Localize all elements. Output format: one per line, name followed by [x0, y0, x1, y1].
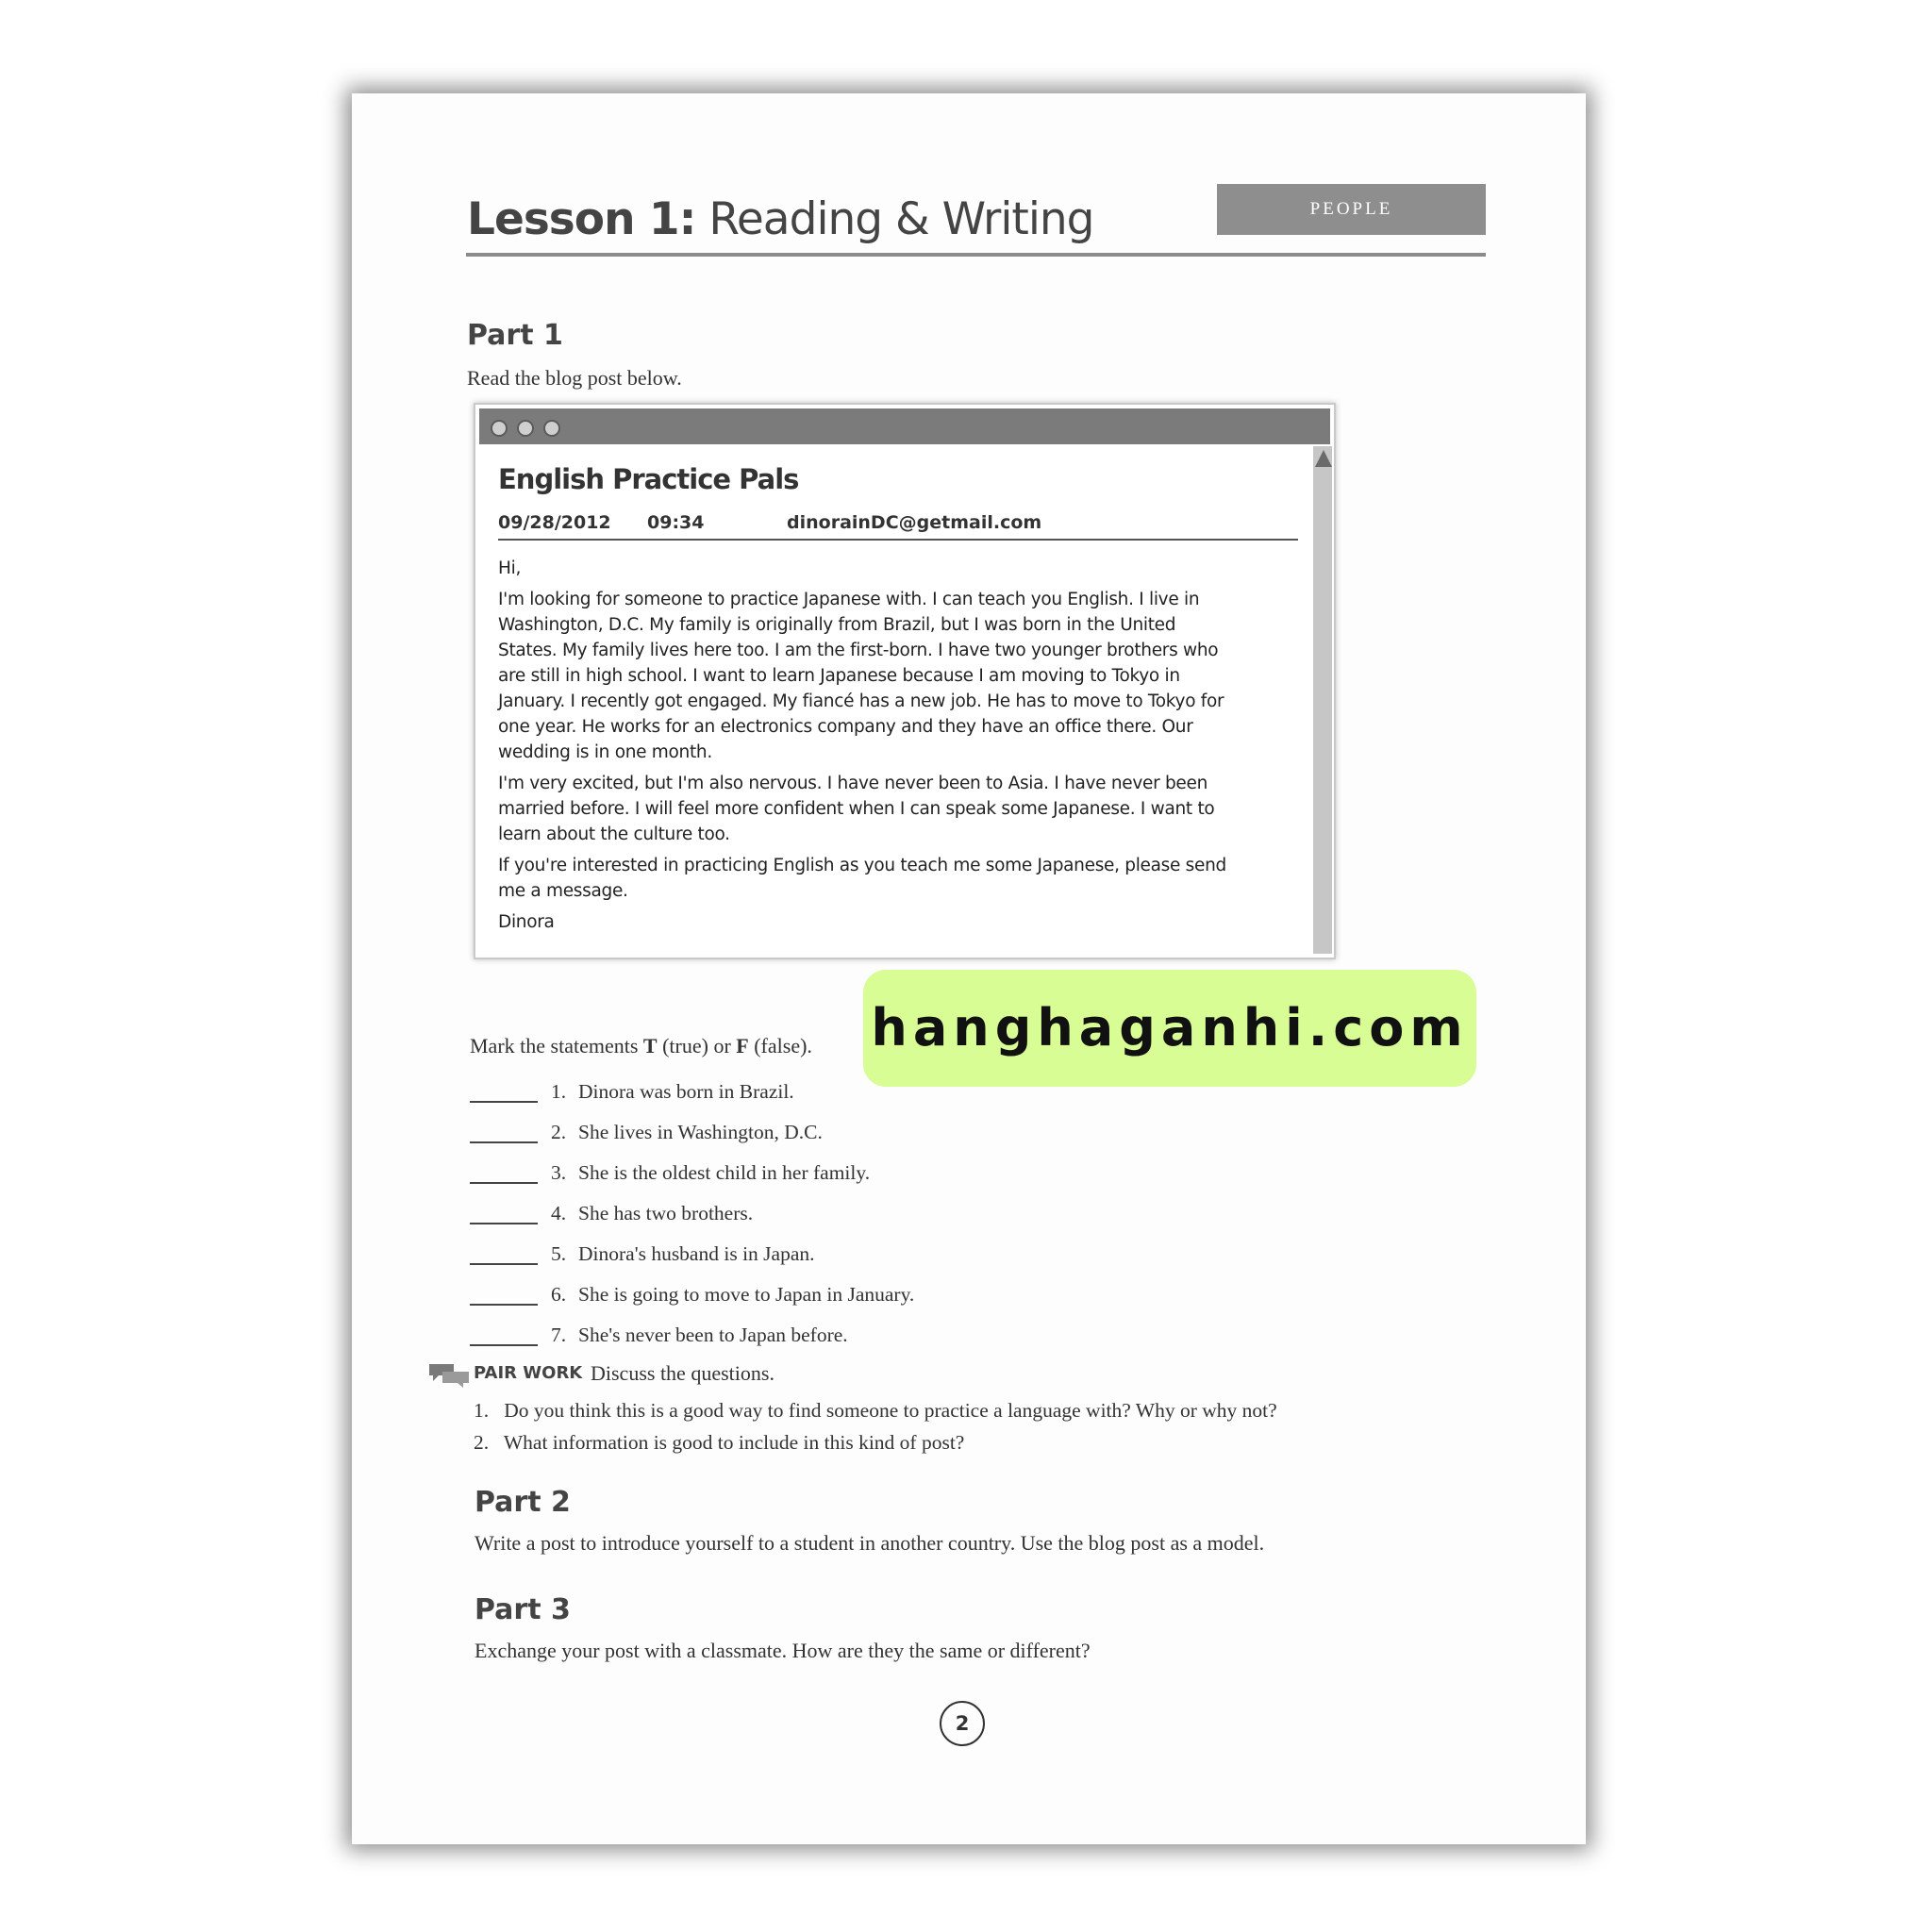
scroll-up-arrow-icon[interactable] — [1315, 450, 1332, 467]
lesson-subtitle: Reading & Writing — [708, 193, 1094, 245]
part1-heading: Part 1 — [467, 319, 563, 352]
window-titlebar — [479, 408, 1330, 444]
scrollbar[interactable] — [1313, 446, 1332, 954]
tf-instruction-text: Mark the statements — [470, 1034, 643, 1058]
blog-paragraph: I'm very excited, but I'm also nervous. I have never been to Asia. I have never been married before. I will feel more confident when I can speak some Japanese. I want to learn about the culture too. — [498, 774, 1215, 844]
window-minimize-icon[interactable] — [517, 420, 534, 437]
workbook-page — [352, 93, 1586, 1844]
tf-item — [470, 1202, 1319, 1230]
tf-false-letter: F — [736, 1034, 749, 1058]
page-number: 2 — [940, 1701, 985, 1746]
tf-instruction — [470, 1034, 812, 1058]
tf-instruction-text: (false). — [748, 1034, 812, 1058]
tf-item-number: 3. — [551, 1161, 567, 1184]
answer-blank[interactable] — [470, 1263, 538, 1265]
answer-blank[interactable] — [470, 1141, 538, 1143]
blog-paragraph: I'm looking for someone to practice Japanese with. I can teach you English. I live in Washington, D.C. My family is originally from Brazil, but I was born in the United States. My family lives here too. I am the first-born. I have two younger brothers who are still in high school. I want to learn Japanese because I am moving to Tokyo in January. I recently got engaged. My fiancé has a new job. He has to move to Tokyo for one year. He works for an electronics company and they have an office there. Our wedding is in one month. — [498, 590, 1224, 762]
answer-blank[interactable] — [470, 1304, 538, 1306]
pair-work-label: PAIR WORK — [474, 1363, 583, 1383]
tf-item-text: She is the oldest child in her family. — [578, 1161, 871, 1184]
blog-paragraph: If you're interested in practicing English as you teach me some Japanese, please send me a message. — [498, 856, 1226, 901]
part3-instruction: Exchange your post with a classmate. How are they the same or different? — [475, 1639, 1091, 1662]
question-number: 1. — [474, 1399, 490, 1422]
tf-item-number: 4. — [551, 1202, 567, 1224]
title-divider — [466, 253, 1486, 257]
question-number: 2. — [474, 1431, 490, 1454]
tf-item — [470, 1161, 1319, 1190]
blog-body — [498, 556, 1234, 941]
tf-item-text: Dinora's husband is in Japan. — [578, 1242, 815, 1265]
tf-item-number: 6. — [551, 1283, 567, 1306]
discussion-question — [474, 1399, 1277, 1423]
watermark-banner: hanghaganhi.com — [863, 970, 1476, 1087]
part2-instruction: Write a post to introduce yourself to a student in another country. Use the blog post as a model. — [475, 1531, 1265, 1555]
lesson-label: Lesson 1: — [467, 193, 696, 245]
question-text: What information is good to include in this kind of post? — [503, 1431, 965, 1454]
answer-blank[interactable] — [470, 1223, 538, 1224]
section-tag: PEOPLE — [1217, 184, 1486, 235]
post-date: 09/28/2012 — [498, 512, 611, 533]
part2-heading: Part 2 — [475, 1486, 571, 1519]
blog-signature: Dinora — [498, 912, 555, 932]
speech-bubbles-icon — [427, 1360, 473, 1389]
tf-item-text: She has two brothers. — [578, 1202, 754, 1224]
discussion-question — [474, 1431, 964, 1455]
tf-item-text: She lives in Washington, D.C. — [578, 1121, 823, 1143]
tf-item-text: She's never been to Japan before. — [578, 1324, 848, 1346]
pair-work-instruction: Discuss the questions. — [591, 1361, 774, 1385]
tf-item-number: 1. — [551, 1080, 567, 1103]
part1-instruction: Read the blog post below. — [467, 366, 682, 390]
blog-greeting: Hi, — [498, 558, 522, 578]
tf-item-number: 7. — [551, 1324, 567, 1346]
window-zoom-icon[interactable] — [543, 420, 560, 437]
tf-item — [470, 1324, 1319, 1352]
blog-window — [474, 403, 1336, 959]
lesson-title — [467, 193, 1094, 245]
tf-item-number: 5. — [551, 1242, 567, 1265]
tf-item-text: Dinora was born in Brazil. — [578, 1080, 794, 1103]
post-time: 09:34 — [647, 512, 705, 533]
tf-item — [470, 1080, 1319, 1108]
answer-blank[interactable] — [470, 1182, 538, 1184]
answer-blank[interactable] — [470, 1344, 538, 1346]
tf-item — [470, 1121, 1319, 1149]
answer-blank[interactable] — [470, 1101, 538, 1103]
tf-item-text: She is going to move to Japan in January. — [578, 1283, 915, 1306]
post-email: dinorainDC@getmail.com — [787, 512, 1042, 533]
tf-item-number: 2. — [551, 1121, 567, 1143]
meta-divider — [498, 539, 1298, 541]
question-text: Do you think this is a good way to find someone to practice a language with? Why or why not? — [504, 1399, 1277, 1422]
tf-true-letter: T — [642, 1034, 658, 1058]
part3-heading: Part 3 — [475, 1593, 571, 1626]
tf-item — [470, 1283, 1319, 1311]
tf-item — [470, 1242, 1319, 1271]
tf-instruction-text: (true) or — [657, 1034, 737, 1058]
window-close-icon[interactable] — [491, 420, 508, 437]
blog-title: English Practice Pals — [498, 463, 799, 495]
